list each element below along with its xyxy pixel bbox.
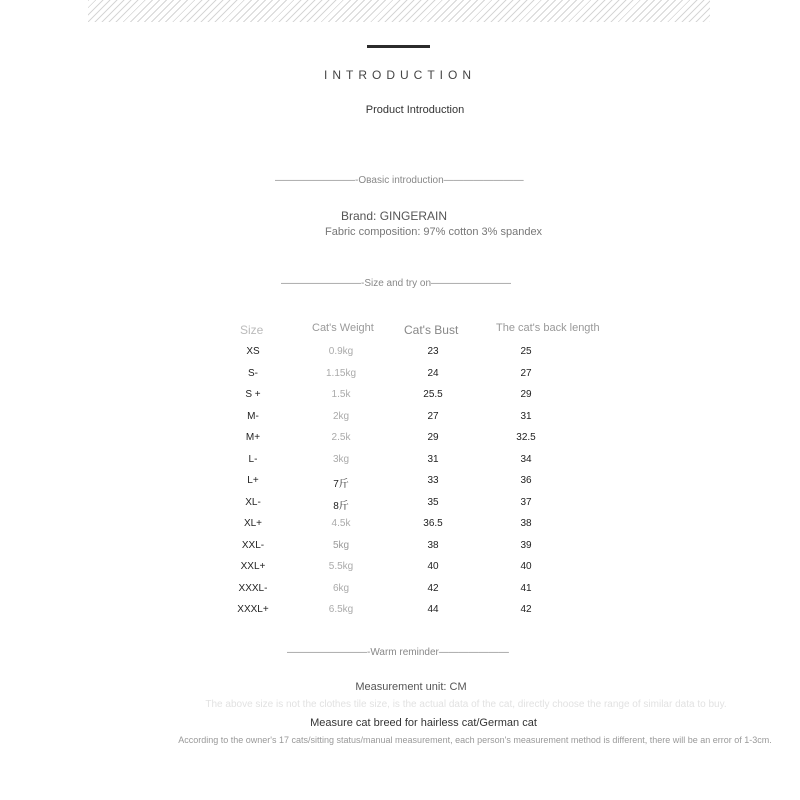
hatched-banner — [88, 0, 710, 22]
back-cell: 37 — [520, 496, 532, 508]
intro-heading: INTRODUCTION — [324, 68, 476, 82]
fabric-composition: Fabric composition: 97% cotton 3% spandex — [325, 226, 543, 238]
size-cell: M- — [247, 410, 259, 422]
table-row — [0, 471, 800, 492]
table-row — [0, 600, 800, 621]
back-cell: 31 — [520, 410, 532, 422]
back-length-header: The cat's back length — [496, 322, 600, 334]
bust-cell: 35 — [427, 496, 439, 508]
size-cell: L- — [248, 453, 258, 465]
size-cell: XS — [246, 346, 260, 357]
size-cell: S- — [248, 367, 258, 379]
size-cell: L+ — [247, 475, 259, 486]
bust-cell: 36.5 — [423, 518, 443, 529]
size-cell: XXXL+ — [237, 604, 269, 615]
back-cell: 41 — [520, 582, 532, 594]
size-cell: S + — [245, 389, 261, 400]
back-cell: 39 — [520, 539, 532, 551]
table-row — [0, 514, 800, 535]
bust-header: Cat's Bust — [404, 323, 459, 337]
back-cell: 34 — [520, 453, 532, 465]
back-cell: 25 — [520, 346, 532, 357]
weight-cell: 2kg — [332, 410, 350, 422]
size-cell: M+ — [245, 432, 261, 443]
back-cell: 36 — [520, 475, 532, 486]
size-cell: XXL- — [241, 539, 265, 551]
size-section-title: ————————-Size and try on———————— — [281, 278, 512, 289]
table-row — [0, 364, 800, 385]
basic-intro-title: ————————-Oʙasic introduction———————— — [275, 175, 524, 186]
back-cell: 42 — [520, 604, 532, 615]
back-cell: 27 — [520, 367, 532, 379]
bust-cell: 31 — [427, 453, 439, 465]
weight-header: Cat's Weight — [312, 322, 374, 334]
bust-cell: 29 — [427, 432, 439, 443]
size-cell: XXL+ — [240, 561, 266, 572]
back-cell: 38 — [520, 518, 532, 529]
weight-cell: 5kg — [332, 539, 350, 551]
bust-cell: 40 — [427, 561, 439, 572]
accent-bar — [367, 45, 430, 48]
size-header: Size — [240, 323, 264, 337]
table-row — [0, 493, 800, 514]
weight-cell: 1.5k — [331, 389, 351, 400]
table-row — [0, 407, 800, 428]
bust-cell: 23 — [427, 346, 439, 357]
table-row — [0, 557, 800, 578]
weight-cell: 6.5kg — [328, 604, 354, 615]
back-cell: 40 — [520, 561, 532, 572]
bust-cell: 44 — [427, 604, 439, 615]
table-row — [0, 579, 800, 600]
weight-cell: 3kg — [332, 453, 350, 465]
measurement-unit: Measurement unit: CM — [355, 681, 467, 693]
weight-cell: 1.15kg — [325, 367, 357, 379]
bust-cell: 38 — [427, 539, 439, 551]
back-cell: 29 — [520, 389, 532, 400]
size-cell: XL+ — [243, 518, 263, 529]
weight-cell: 7斤 — [333, 479, 349, 490]
brand-text: Brand: GINGERAIN — [341, 209, 448, 223]
table-row — [0, 450, 800, 471]
bust-cell: 42 — [427, 582, 439, 594]
bust-cell: 24 — [427, 367, 439, 379]
table-row — [0, 536, 800, 557]
table-row — [0, 342, 800, 363]
table-row — [0, 428, 800, 449]
measurement-error-note: According to the owner's 17 cats/sitting status/manual measurement, each person's measurement method is different, there will be an error of 1-3cm. — [178, 735, 772, 745]
bust-cell: 25.5 — [423, 389, 443, 400]
weight-cell: 0.9kg — [328, 346, 354, 357]
weight-cell: 8斤 — [333, 500, 349, 512]
weight-cell: 5.5kg — [328, 561, 354, 572]
back-cell: 32.5 — [516, 432, 536, 443]
table-row — [0, 385, 800, 406]
bust-cell: 27 — [427, 410, 439, 422]
weight-cell: 4.5k — [331, 518, 351, 529]
intro-subheading: Product Introduction — [365, 104, 465, 116]
size-cell: XXXL- — [238, 582, 268, 594]
warm-reminder-title: ————————-Warm reminder——————— — [287, 647, 509, 658]
size-advice-note: The above size is not the clothes tile size, is the actual data of the cat, directly choose the range of similar data to buy. — [205, 699, 727, 710]
bust-cell: 33 — [427, 475, 439, 486]
weight-cell: 6kg — [332, 582, 350, 594]
breed-note: Measure cat breed for hairless cat/German cat — [310, 717, 537, 729]
weight-cell: 2.5k — [331, 432, 351, 443]
size-cell: XL- — [245, 496, 261, 508]
